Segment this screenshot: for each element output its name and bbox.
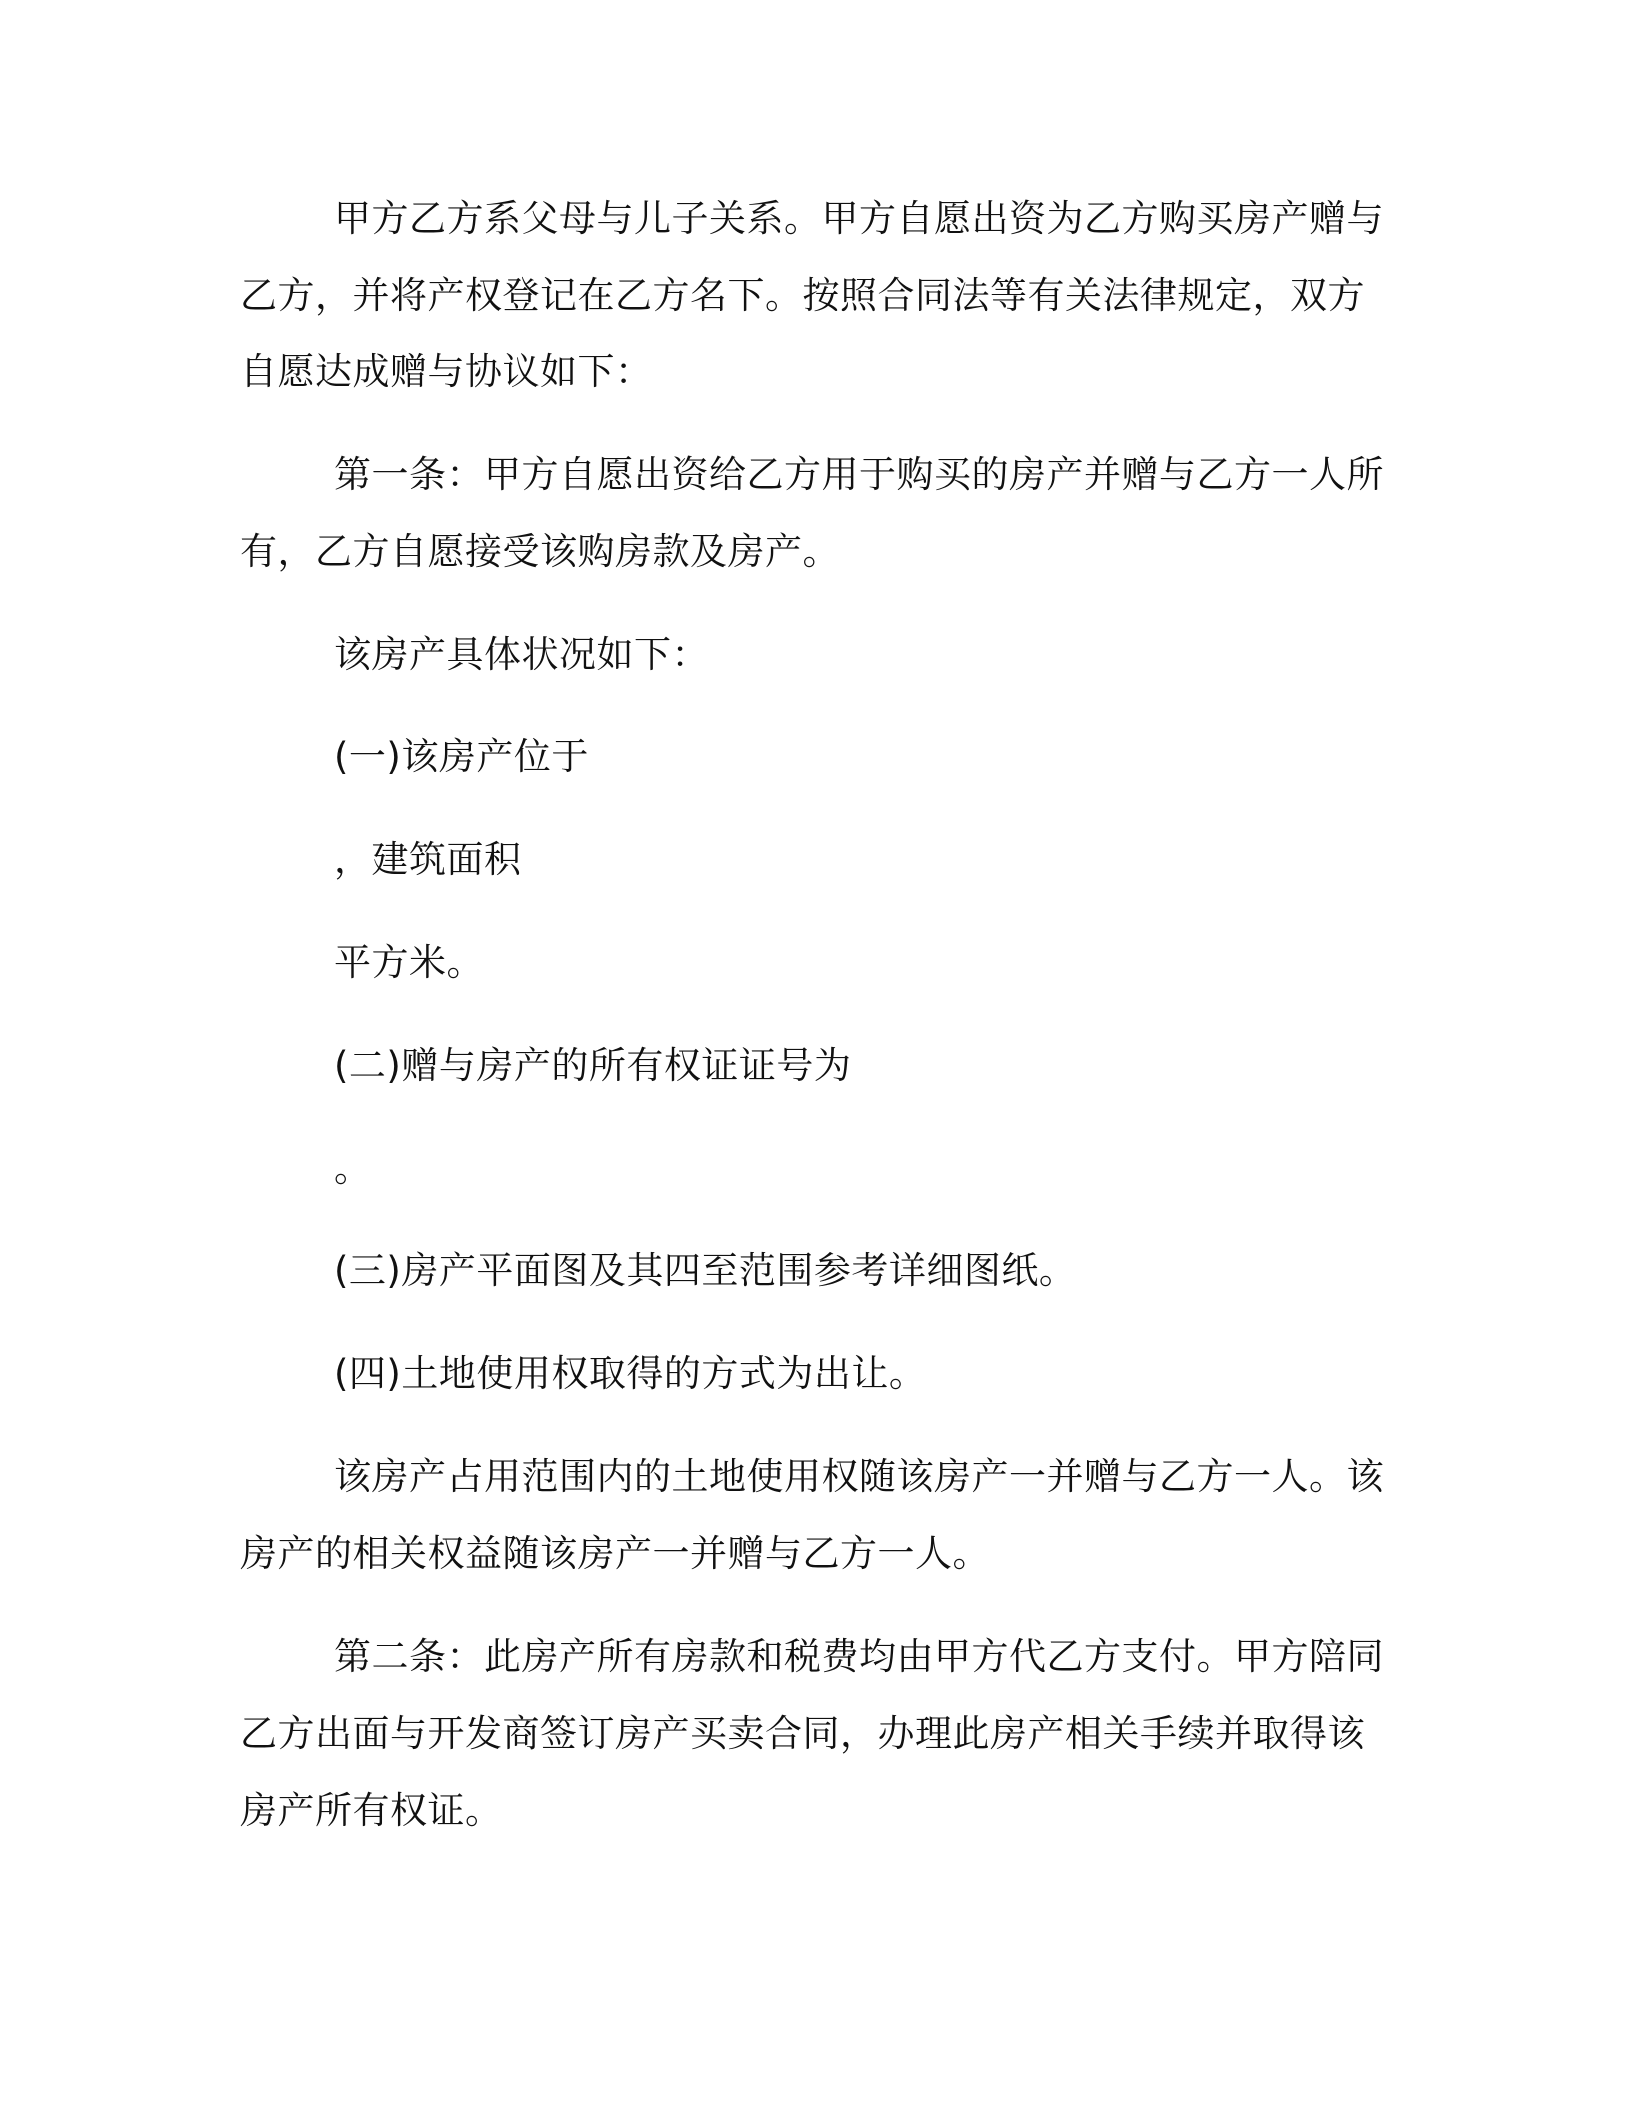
land-right-paragraph-line-1: 该房产占用范围内的土地使用权随该房产一并赠与乙方一人。该 xyxy=(334,1455,1384,1498)
property-details-heading: 该房产具体状况如下： xyxy=(334,633,709,676)
paragraph-1-line-2: 乙方，并将产权登记在乙方名下。按照合同法等有关法律规定，双方 xyxy=(240,274,1365,317)
item-1-floor-area: ，建筑面积 xyxy=(334,838,522,881)
item-1-location: (一)该房产位于 xyxy=(334,735,589,778)
paragraph-1-line-1: 甲方乙方系父母与儿子关系。甲方自愿出资为乙方购买房产赠与 xyxy=(334,197,1384,240)
item-1-square-meters: 平方米。 xyxy=(334,941,484,984)
article-2-line-3: 房产所有权证。 xyxy=(240,1789,503,1832)
item-2-certificate-number: (二)赠与房产的所有权证证号为 xyxy=(334,1044,852,1087)
article-1-line-2: 有，乙方自愿接受该购房款及房产。 xyxy=(240,530,840,573)
article-2-line-1: 第二条：此房产所有房款和税费均由甲方代乙方支付。甲方陪同 xyxy=(334,1635,1384,1678)
item-4-land-use-right: (四)土地使用权取得的方式为出让。 xyxy=(334,1352,927,1395)
item-2-end: 。 xyxy=(334,1147,372,1190)
land-right-paragraph-line-2: 房产的相关权益随该房产一并赠与乙方一人。 xyxy=(240,1532,990,1575)
paragraph-1-line-3: 自愿达成赠与协议如下： xyxy=(240,350,653,393)
item-3-floor-plan: (三)房产平面图及其四至范围参考详细图纸。 xyxy=(334,1249,1077,1292)
article-1-line-1: 第一条：甲方自愿出资给乙方用于购买的房产并赠与乙方一人所 xyxy=(334,453,1384,496)
article-2-line-2: 乙方出面与开发商签订房产买卖合同，办理此房产相关手续并取得该 xyxy=(240,1712,1365,1755)
